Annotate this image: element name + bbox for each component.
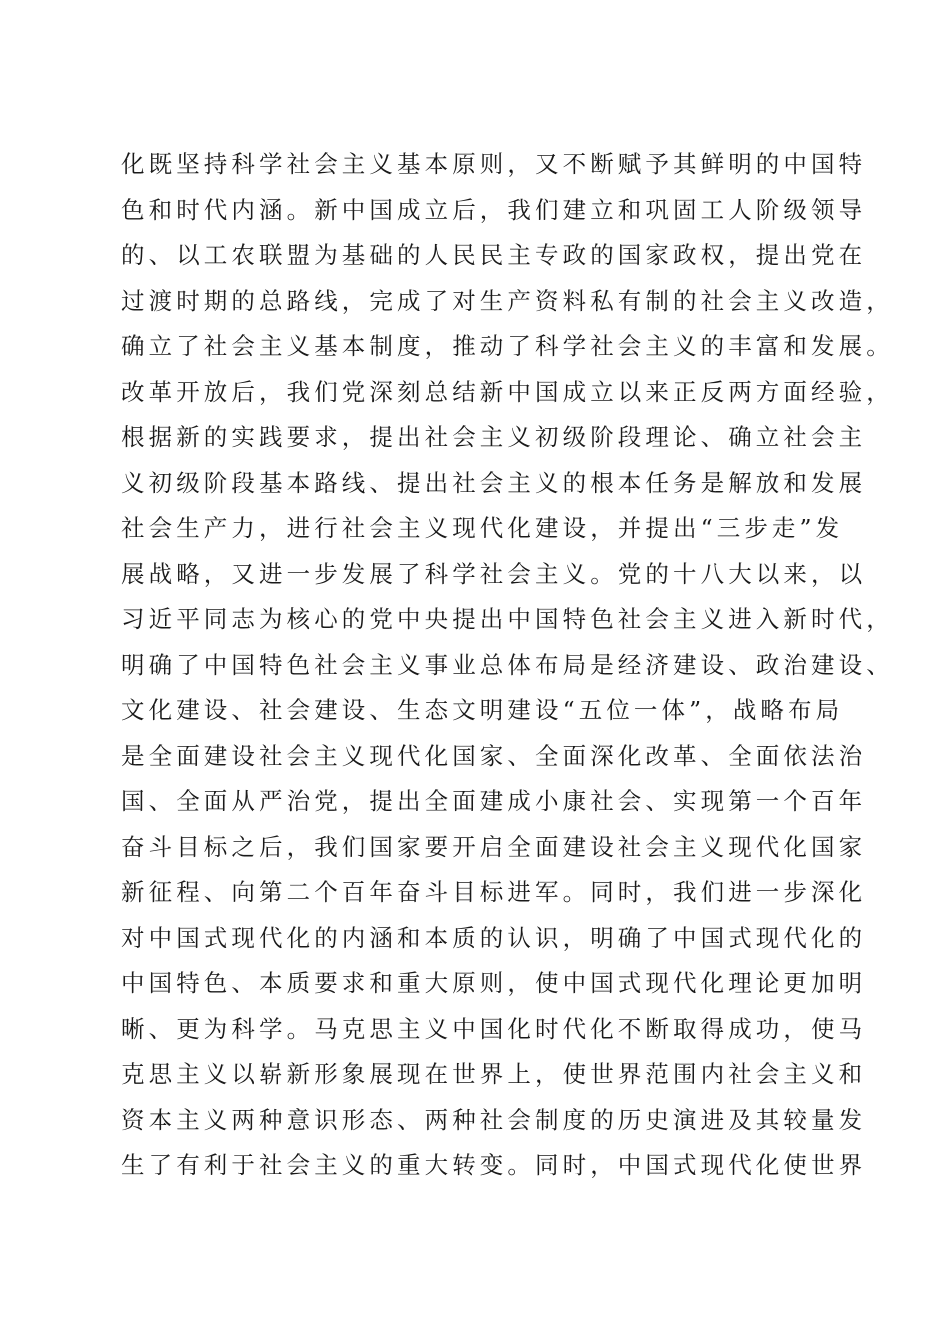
text-line: 中国特色、本质要求和重大原则，使中国式现代化理论更加明 — [121, 969, 867, 997]
text-line: 是全面建设社会主义现代化国家、全面深化改革、全面依法治 — [121, 741, 867, 770]
text-line: 根据新的实践要求，提出社会主义初级阶段理论、确立社会主 — [121, 423, 867, 451]
text-line: 资本主义两种意识形态、两种社会制度的历史演进及其较量发 — [121, 1105, 867, 1134]
text-line: 改革开放后，我们党深刻总结新中国成立以来正反两方面经验， — [121, 377, 894, 406]
text-line: 新征程、向第二个百年奋斗目标进军。同时，我们进一步深化 — [121, 878, 867, 906]
text-line: 对中国式现代化的内涵和本质的认识，明确了中国式现代化的 — [121, 923, 867, 952]
text-line: 晰、更为科学。马克思主义中国化时代化不断取得成功，使马 — [121, 1014, 867, 1043]
text-line: 社会生产力，进行社会主义现代化建设，并提出“三步走”发 — [121, 514, 844, 542]
body-text — [121, 142, 894, 1189]
text-line: 的、以工农联盟为基础的人民民主专政的国家政权，提出党在 — [121, 241, 867, 269]
text-line: 生了有利于社会主义的重大转变。同时，中国式现代化使世界 — [121, 1151, 867, 1179]
text-line: 奋斗目标之后，我们国家要开启全面建设社会主义现代化国家 — [121, 832, 867, 861]
text-line: 克思主义以崭新形象展现在世界上，使世界范围内社会主义和 — [121, 1060, 867, 1088]
text-line: 国、全面从严治党，提出全面建成小康社会、实现第一个百年 — [121, 787, 867, 815]
text-line: 确立了社会主义基本制度，推动了科学社会主义的丰富和发展。 — [121, 332, 894, 360]
text-line: 习近平同志为核心的党中央提出中国特色社会主义进入新时代， — [121, 605, 894, 633]
text-line: 义初级阶段基本路线、提出社会主义的根本任务是解放和发展 — [121, 468, 867, 497]
text-line: 明确了中国特色社会主义事业总体布局是经济建设、政治建设、 — [121, 650, 894, 679]
text-line: 色和时代内涵。新中国成立后，我们建立和巩固工人阶级领导 — [121, 195, 867, 224]
text-line: 展战略，又进一步发展了科学社会主义。党的十八大以来，以 — [121, 559, 867, 588]
text-line: 过渡时期的总路线，完成了对生产资料私有制的社会主义改造， — [121, 286, 894, 315]
text-line: 文化建设、社会建设、生态文明建设“五位一体”，战略布局 — [121, 696, 844, 724]
text-line: 化既坚持科学社会主义基本原则，又不断赋予其鲜明的中国特 — [121, 150, 867, 178]
